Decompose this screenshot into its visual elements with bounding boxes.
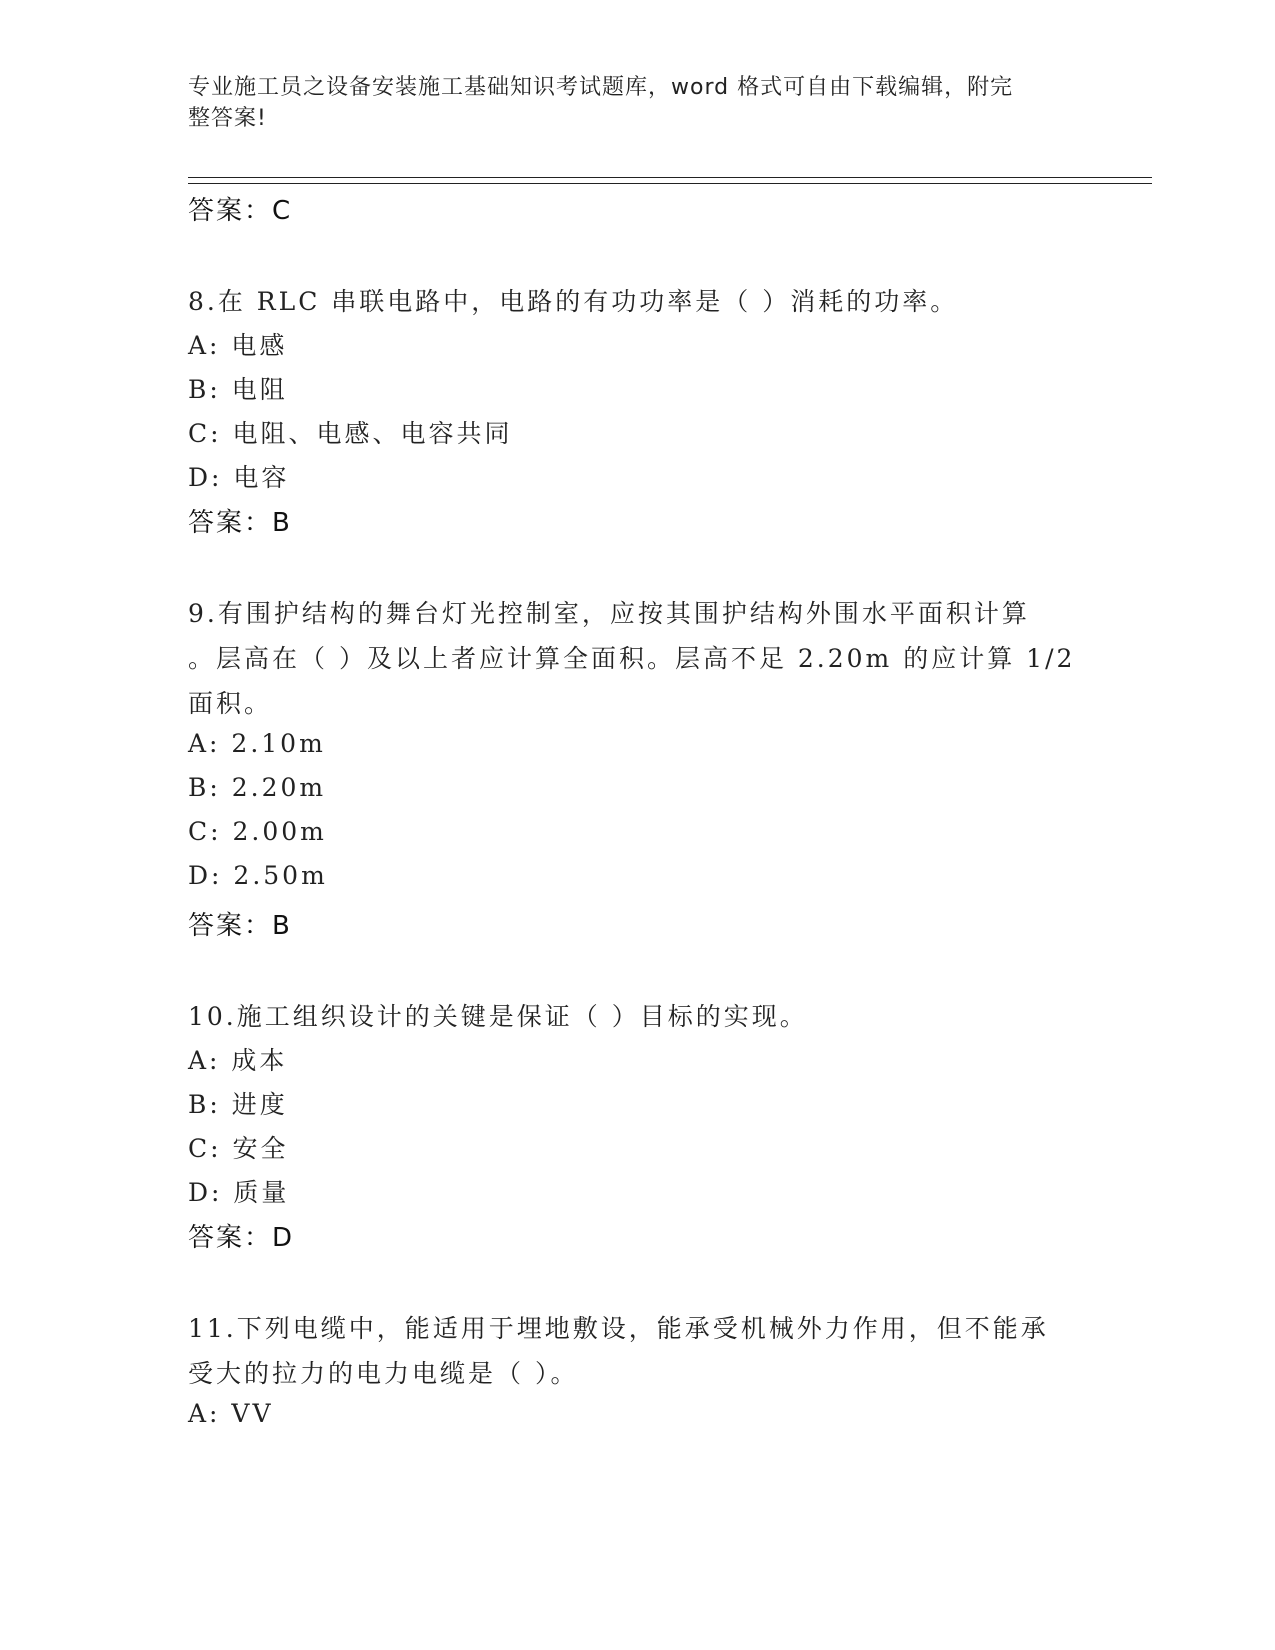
- q10-option-d: D: 质量: [188, 1178, 290, 1207]
- header-rule-top: [188, 177, 1152, 178]
- q11-question-line-1: 11.下列电缆中，能适用于埋地敷设，能承受机械外力作用，但不能承: [188, 1314, 1049, 1343]
- q9-question-line-1: 9.有围护结构的舞台灯光控制室，应按其围护结构外围水平面积计算: [188, 599, 1030, 628]
- q9-option-c: C: 2.00m: [188, 817, 327, 846]
- header-rule-bottom: [188, 183, 1152, 184]
- q8-option-a: A: 电感: [188, 331, 288, 360]
- q10-option-a: A: 成本: [188, 1046, 288, 1075]
- q8-option-d: D: 电容: [188, 463, 290, 492]
- q8-option-c: C: 电阻、电感、电容共同: [188, 419, 513, 448]
- q10-option-b: B: 进度: [188, 1090, 288, 1119]
- q10-option-c: C: 安全: [188, 1134, 289, 1163]
- q9-option-b: B: 2.20m: [188, 773, 327, 802]
- q10-answer: 答案：D: [188, 1223, 295, 1253]
- q8-option-b: B: 电阻: [188, 375, 288, 404]
- header-line-1: 专业施工员之设备安装施工基础知识考试题库，word 格式可自由下载编辑，附完: [188, 75, 1014, 100]
- previous-answer: 答案：C: [188, 196, 293, 226]
- q11-question-line-2: 受大的拉力的电力电缆是（ ）。: [188, 1359, 579, 1388]
- q8-question: 8.在 RLC 串联电路中，电路的有功功率是（ ）消耗的功率。: [188, 287, 959, 316]
- document-header: [188, 72, 1068, 134]
- q8-answer: 答案：B: [188, 508, 292, 538]
- q9-option-d: D: 2.50m: [188, 861, 328, 890]
- q10-question: 10.施工组织设计的关键是保证（ ）目标的实现。: [188, 1002, 808, 1031]
- q9-option-a: A: 2.10m: [188, 729, 326, 758]
- q11-option-a: A: VV: [188, 1399, 274, 1428]
- q9-question-line-2: 。层高在（ ）及以上者应计算全面积。层高不足 2.20m 的应计算 1/2: [188, 644, 1076, 673]
- q9-answer: 答案：B: [188, 911, 292, 941]
- header-line-2: 整答案!: [188, 106, 267, 131]
- q9-question-line-3: 面积。: [188, 689, 273, 718]
